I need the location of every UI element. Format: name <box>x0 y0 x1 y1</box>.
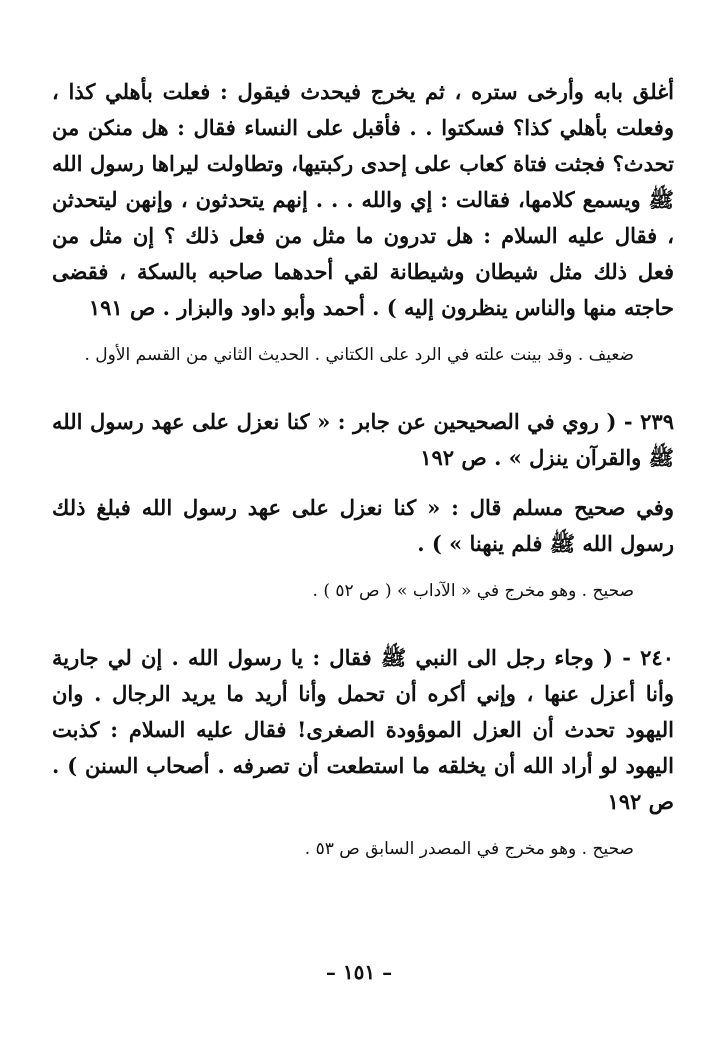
paragraph-hadith-continuation: أغلق بابه وأرخى ستره ، ثم يخرج فيحدث فيقول : فعلت بأهلي كذا ، وفعلت بأهلي كذا؟ فسكتوا . . فأقبل على النساء فقال : هل منكن من تحدث؟ فجثت فتاة كعاب على إحدى ركبتيها، وتطاولت ليراها رسول الله ﷺ ويسمع كلامها، فقالت : إي والله . . . إنهم يتحدثون ، وإنهن ليتحدثن ، فقال عليه السلام : هل تدرون ما مثل من فعل ذلك ؟ إن مثل من فعل ذلك مثل شيطان وشيطانة لقي أحدهما صاحبه بالسكة ، فقضى حاجته منها والناس ينظرون إليه ) . أحمد وأبو داود والبزار . ص ١٩١ <box>52 79 674 320</box>
grading-note-2: صحيح . وهو مخرج في « الآداب » ( ص ٥٢ ) . <box>312 581 634 601</box>
paragraph-hadith-240: ٢٤٠ - ( وجاء رجل الى النبي ﷺ فقال : يا رسول الله . إن لي جارية وأنا أعزل عنها ، وإني أكره أن تحمل وأنا أريد ما يريد الرجال . وان اليهود تحدث أن العزل الموؤودة الصغرى! فقال عليه السلام : كذبت اليهود لو أراد الله أن يخلقه ما استطعت أن تصرفه . أصحاب السنن ) . ص ١٩٢ <box>52 645 674 814</box>
page-body <box>52 74 674 864</box>
grading-note-1: ضعيف . وقد بينت علته في الرد على الكتاني . الحديث الثاني من القسم الأول . <box>84 345 634 365</box>
paragraph-hadith-239: ٢٣٩ - ( روي في الصحيحين عن جابر : « كنا نعزل على عهد رسول الله ﷺ والقرآن ينزل » . ص ١٩٢ <box>52 409 674 470</box>
page-number: – ١٥١ – <box>325 960 393 984</box>
grading-note-3: صحيح . وهو مخرج في المصدر السابق ص ٥٣ . <box>304 839 634 859</box>
paragraph-muslim-narration: وفي صحيح مسلم قال : « كنا نعزل على عهد رسول الله فبلغ ذلك رسول الله ﷺ فلم ينهنا » ) . <box>52 495 674 556</box>
